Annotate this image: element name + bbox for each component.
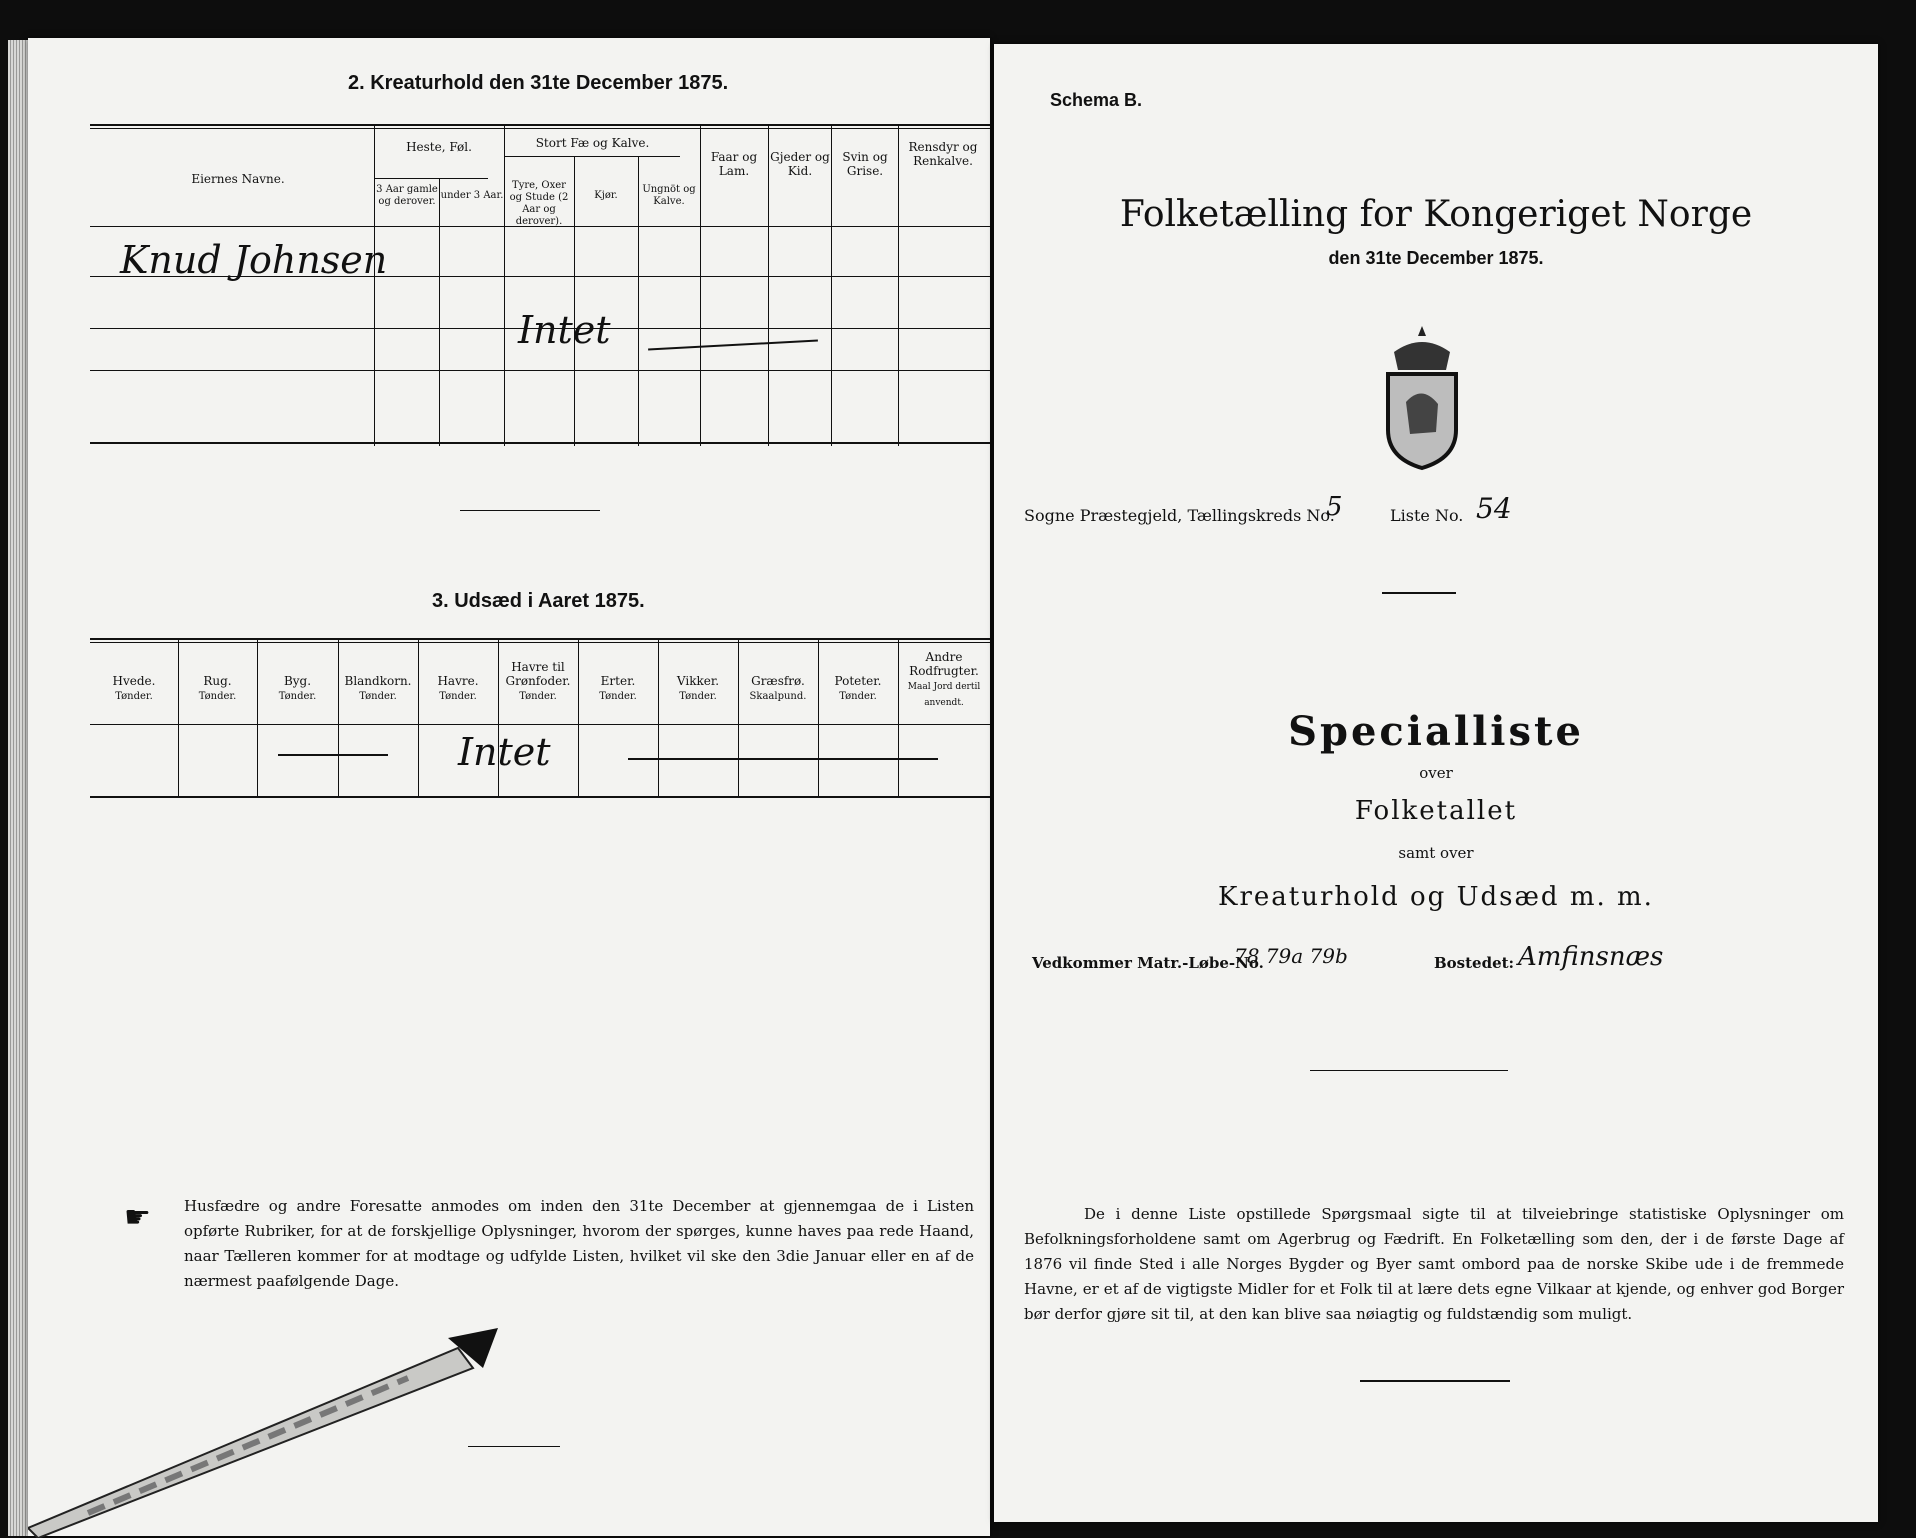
- separator: [1310, 1070, 1508, 1071]
- horses-old-header: 3 Aar gamle og derover.: [376, 184, 438, 207]
- table2-top-rule-thin: [90, 128, 990, 129]
- cattle-header: Stort Fæ og Kalve.: [535, 136, 650, 150]
- matr-label: Vedkommer Matr.-Løbe-No.: [1032, 954, 1264, 972]
- table3-top-rule: [90, 638, 990, 640]
- col-divider: [418, 640, 419, 796]
- parish-kreds-label: Sogne Præstegjeld, Tællingskreds No.: [1024, 506, 1335, 525]
- schema-label: Schema B.: [1050, 90, 1143, 110]
- crop-header: Rug. Tønder.: [198, 674, 237, 702]
- kreaturhold-heading: Kreaturhold og Udsæd m. m.: [1218, 882, 1654, 912]
- section3-title: 3. Udsæd i Aaret 1875.: [432, 590, 645, 612]
- crop-header: Vikker. Tønder.: [676, 674, 720, 702]
- horses-young-header: under 3 Aar.: [440, 190, 504, 201]
- table2-bottom-rule: [90, 442, 990, 444]
- crop-header: Andre Rodfrugter. Maal Jord dertil anvendt.: [907, 650, 981, 708]
- table2-row-rule: [90, 370, 990, 371]
- col-divider: [338, 640, 339, 796]
- coat-of-arms-icon: [1380, 322, 1464, 472]
- cattle-bulls-header: Tyre, Oxer og Stude (2 Aar og derover).: [509, 180, 569, 227]
- crop-header: Byg. Tønder.: [278, 674, 317, 702]
- document-title: Folketælling for Kongeriget Norge: [1119, 194, 1753, 235]
- bosted-handwritten: Amfinsnæs: [1518, 942, 1664, 972]
- table3-top-rule-thin: [90, 642, 990, 643]
- pigs-header: Svin og Grise.: [842, 150, 888, 178]
- cattle-young-header: Ungnöt og Kalve.: [642, 184, 696, 207]
- crop-header: Blandkorn. Tønder.: [344, 674, 412, 702]
- over-text: over: [1419, 764, 1453, 782]
- specialliste-heading: Specialliste: [1288, 708, 1584, 755]
- owner-name-handwritten: Knud Johnsen: [120, 238, 388, 282]
- pointing-hand-icon: ☛: [124, 1200, 151, 1235]
- crop-header: Græsfrø. Skaalpund.: [749, 674, 807, 702]
- crop-header: Hvede. Tønder.: [112, 674, 156, 702]
- section3-entry-handwritten: Intet: [458, 730, 551, 774]
- col-divider: [658, 640, 659, 796]
- separator: [1360, 1380, 1510, 1382]
- col-divider: [439, 178, 440, 446]
- col-divider: [374, 126, 375, 446]
- goats-header: Gjeder og Kid.: [770, 150, 830, 178]
- bosted-label: Bostedet:: [1434, 954, 1515, 972]
- sheep-header: Faar og Lam.: [710, 150, 758, 178]
- horses-sub-rule: [374, 178, 488, 179]
- table3-bottom-rule: [90, 796, 990, 798]
- footer-text: De i denne Liste opstillede Spørgsmaal sigte til at tilveiebringe statistiske Oplysninger om Befolkningsforholdene samt om Agerbrug og Fædrift. En Folketælling som den, der i de første Dage af 1876 vil finde Sted i alle Norges Bygder og Byer samt ombord paa de norske Skibe ude i de fremmede Havne, er et af de vigtigste Midler for et Folk til at lære dets egne Vilkaar at kjende, og enhver god Borger bør derfor gjøre sit til, at den kan blive saa nøiagtig og fuldstændig som muligt.: [1024, 1205, 1844, 1323]
- right-page: [994, 44, 1878, 1522]
- col-divider: [178, 640, 179, 796]
- crop-header: Havre til Grønfoder. Tønder.: [505, 660, 571, 702]
- cattle-sub-rule: [505, 156, 680, 157]
- section2-entry-handwritten: Intet: [518, 308, 611, 352]
- kreds-number-handwritten: 5: [1326, 492, 1343, 522]
- handwritten-stroke: [278, 754, 388, 756]
- pen-icon: [28, 1328, 498, 1538]
- liste-label: Liste No.: [1390, 506, 1464, 525]
- col-divider: [898, 126, 899, 446]
- crop-header: Erter. Tønder.: [599, 674, 637, 702]
- folketallet-heading: Folketallet: [1354, 796, 1518, 826]
- col-divider: [578, 640, 579, 796]
- col-divider: [738, 640, 739, 796]
- separator: [468, 1446, 560, 1447]
- handwritten-stroke: [648, 340, 818, 351]
- col-divider: [504, 126, 505, 446]
- col-divider: [898, 640, 899, 796]
- reindeer-header: Rensdyr og Renkalve.: [908, 140, 978, 168]
- table3-header-rule: [90, 724, 990, 725]
- table2-top-rule: [90, 124, 990, 126]
- horses-header: Heste, Føl.: [406, 140, 472, 154]
- crop-header: Havre. Tønder.: [437, 674, 479, 702]
- samt-over-text: samt over: [1398, 844, 1474, 862]
- owner-header: Eiernes Navne.: [191, 172, 285, 186]
- left-page: [28, 38, 990, 1536]
- section2-title: 2. Kreaturhold den 31te December 1875.: [348, 72, 729, 94]
- separator: [1382, 592, 1456, 594]
- col-divider: [257, 640, 258, 796]
- notice-text: Husfædre og andre Foresatte anmodes om inden den 31te December at gjennemgaa de i Listen opførte Rubriker, for at de forskjellige Oplysninger, hvorom der spørges, kunne haves paa rede Haand, naar Tælleren kommer for at modtage og udfylde Listen, hvilket vil ske den 3die Januar eller en af de nærmest paafølgende Dage.: [184, 1197, 974, 1290]
- document-date: den 31te December 1875.: [1328, 248, 1544, 268]
- book-page-edges: [8, 40, 30, 1536]
- liste-number-handwritten: 54: [1476, 492, 1512, 525]
- cattle-cows-header: Kjør.: [594, 190, 618, 201]
- handwritten-stroke: [628, 758, 938, 760]
- crop-header: Poteter. Tønder.: [834, 674, 882, 702]
- matr-number-handwritten: 78 79a 79b: [1234, 944, 1348, 968]
- separator: [460, 510, 600, 511]
- col-divider: [818, 640, 819, 796]
